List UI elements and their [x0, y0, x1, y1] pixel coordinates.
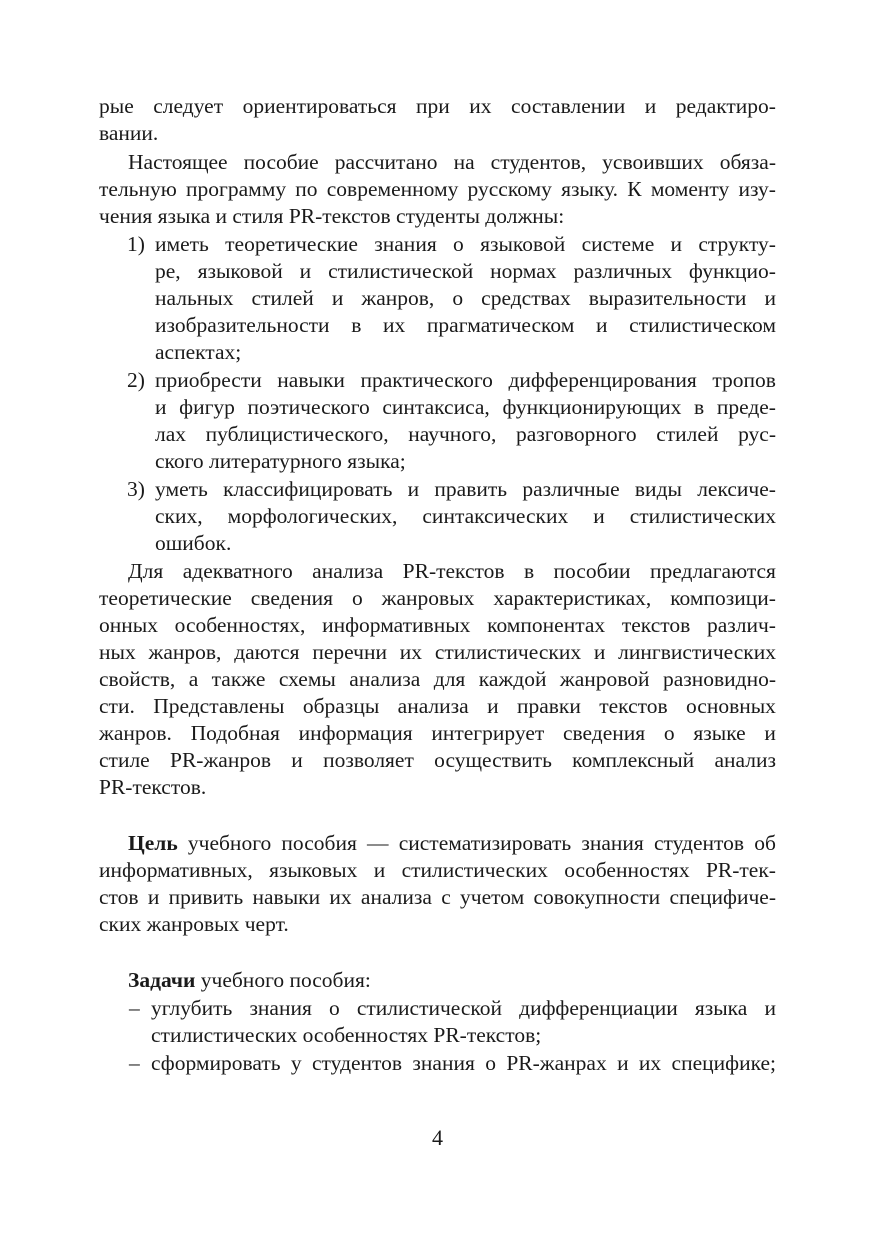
list-number-marker: 3) — [127, 477, 145, 501]
word: морфологических, — [227, 504, 398, 528]
word: о — [329, 996, 340, 1020]
text-line — [0, 911, 875, 938]
word: учетом — [460, 885, 525, 909]
word: о — [351, 586, 363, 610]
word: PR-текстов — [402, 559, 505, 583]
line-content — [128, 967, 371, 994]
word: и — [670, 232, 683, 256]
word: правки — [516, 694, 581, 718]
line-text: стилистических особенностях PR-текстов; — [151, 1023, 542, 1047]
line-content — [128, 558, 776, 585]
word: языка — [694, 996, 748, 1020]
line-content — [99, 585, 776, 612]
word: публицистического, — [205, 422, 389, 446]
word: приобрести — [155, 368, 262, 392]
text-line — [0, 585, 875, 612]
line-content — [155, 530, 231, 557]
list-dash-marker: – — [129, 1051, 140, 1075]
text-line — [0, 203, 875, 230]
line-content — [99, 693, 776, 720]
word: стилистической — [356, 996, 503, 1020]
word: анализа — [360, 885, 432, 909]
word: стилистической — [328, 259, 474, 283]
word: жанров, — [148, 640, 222, 664]
word: PR-жанрах — [506, 1051, 607, 1075]
word: в — [523, 559, 535, 583]
word: даются — [234, 640, 300, 664]
word: особенностях — [564, 858, 690, 882]
line-text: PR-текстов. — [99, 775, 207, 799]
text-line — [0, 258, 875, 285]
word: сти. — [99, 694, 135, 718]
word: рус- — [738, 422, 776, 446]
word: знания — [374, 232, 437, 256]
line-text: ских жанровых черт. — [99, 912, 289, 936]
line-content — [155, 312, 776, 339]
line-content — [155, 231, 776, 258]
word: знания — [249, 996, 312, 1020]
word: ре, — [155, 259, 181, 283]
text-line — [0, 503, 875, 530]
text-line — [0, 476, 875, 503]
word: о — [485, 1051, 496, 1075]
line-content — [99, 774, 206, 801]
word: и — [331, 286, 344, 310]
word: и — [764, 721, 776, 745]
word: студентов — [312, 1051, 403, 1075]
word: поэтического — [247, 395, 370, 419]
word: анализа — [397, 694, 469, 718]
word: различные — [522, 477, 620, 501]
word: их — [638, 1051, 662, 1075]
text-line — [0, 612, 875, 639]
word: свойств, — [99, 667, 176, 691]
word: особенностях, — [174, 613, 306, 637]
word: жанров, — [361, 286, 435, 310]
list-dash-marker: – — [129, 996, 140, 1020]
word: информативных — [322, 613, 471, 637]
word: фигур — [179, 395, 235, 419]
word: по — [295, 177, 318, 201]
word: учебного — [187, 831, 272, 855]
word: сведения — [562, 721, 646, 745]
word: навыки — [277, 368, 345, 392]
word: каждой — [478, 667, 547, 691]
bold-term: Цель — [128, 831, 178, 855]
word: и — [487, 694, 499, 718]
line-content — [99, 666, 776, 693]
word: осуществить — [434, 748, 552, 772]
word: студентов — [653, 831, 745, 855]
word: ориентироваться — [242, 94, 397, 118]
text-line — [0, 149, 875, 176]
word: образцы — [302, 694, 380, 718]
word: системе — [581, 232, 655, 256]
word: составлении — [511, 94, 626, 118]
text-line — [0, 1022, 875, 1049]
word: при — [416, 94, 450, 118]
word: сведения — [250, 586, 333, 610]
text-line — [0, 394, 875, 421]
word: Представлены — [153, 694, 285, 718]
text-line — [0, 120, 875, 147]
text-line — [0, 421, 875, 448]
line-content — [99, 203, 564, 230]
text-line — [0, 530, 875, 557]
word: специфике; — [671, 1051, 776, 1075]
word: жанровых — [381, 586, 475, 610]
word: информация — [298, 721, 413, 745]
word: их — [469, 94, 492, 118]
word: уметь — [155, 477, 208, 501]
line-content — [155, 394, 776, 421]
text-line — [0, 666, 875, 693]
word: о — [452, 286, 464, 310]
word: компонентах — [487, 613, 606, 637]
word: стилистических — [401, 858, 548, 882]
line-content — [99, 639, 776, 666]
line-content — [151, 1050, 776, 1077]
word: PR-тек- — [705, 858, 776, 882]
word: тельную — [99, 177, 177, 201]
word: следует — [153, 94, 224, 118]
word: навыки — [252, 885, 321, 909]
word: анализа — [312, 559, 384, 583]
word: и — [593, 504, 605, 528]
word: разновидно- — [662, 667, 776, 691]
text-line — [0, 747, 875, 774]
word: ских, — [155, 504, 203, 528]
text-line — [0, 558, 875, 585]
word: жанров. — [99, 721, 172, 745]
line-content — [99, 176, 776, 203]
word: выразительности — [588, 286, 747, 310]
word: PR-жанров — [170, 748, 272, 772]
page-number: 4 — [432, 1125, 443, 1150]
word: языковой — [197, 259, 283, 283]
word: углубить — [151, 996, 233, 1020]
word: русскому — [467, 177, 552, 201]
word: характеристиках, — [493, 586, 652, 610]
word: нальных — [155, 286, 234, 310]
word: рассчитано — [334, 150, 438, 174]
list-number-marker: 2) — [127, 368, 145, 392]
line-content — [151, 995, 776, 1022]
line-content — [99, 612, 776, 639]
line-content — [151, 1022, 541, 1049]
word: пособие — [243, 150, 319, 174]
word: К — [627, 177, 642, 201]
line-content — [99, 747, 776, 774]
line-content — [99, 857, 776, 884]
line-text: ошибок. — [155, 531, 232, 555]
word: также — [211, 667, 266, 691]
word: об — [754, 831, 776, 855]
word: функционирующих — [502, 395, 682, 419]
word: теоретические — [225, 232, 358, 256]
word: с — [441, 885, 451, 909]
word: практического — [360, 368, 493, 392]
word: разговорного — [516, 422, 637, 446]
word: различ- — [706, 613, 776, 637]
word: схемы — [278, 667, 336, 691]
word: систематизировать — [398, 831, 572, 855]
word: и — [291, 748, 303, 772]
word: редактиро- — [675, 94, 776, 118]
line-content — [128, 830, 776, 857]
word: онных — [99, 613, 158, 637]
word: и — [407, 477, 420, 501]
line-content — [155, 285, 776, 312]
word: языку. — [561, 177, 619, 201]
text-line — [0, 93, 875, 120]
word: — — [367, 831, 389, 855]
word: лексиче- — [697, 477, 776, 501]
word: композици- — [670, 586, 776, 610]
line-content — [155, 339, 241, 366]
word: жанровой — [559, 667, 650, 691]
word: у — [290, 1051, 302, 1075]
text-line — [0, 720, 875, 747]
word: анализ — [714, 748, 776, 772]
word: их — [329, 885, 352, 909]
word: дифференцирования — [508, 368, 697, 392]
word: Подобная — [190, 721, 280, 745]
text-line — [0, 639, 875, 666]
word: стиле — [99, 748, 150, 772]
word: синтаксиса, — [382, 395, 490, 419]
text-line — [0, 857, 875, 884]
word: стилистическом — [629, 313, 776, 337]
word: прагматическом — [426, 313, 575, 337]
word: анализа — [349, 667, 421, 691]
word: стилей — [251, 286, 314, 310]
word: лингвистических — [618, 640, 776, 664]
line-content — [155, 448, 406, 475]
word: предлагаются — [649, 559, 776, 583]
word: специфиче- — [669, 885, 776, 909]
word: стилистических — [629, 504, 776, 528]
word: привить — [168, 885, 244, 909]
line-text: учебного пособия: — [195, 968, 371, 992]
word: текстов — [599, 694, 668, 718]
line-content — [99, 720, 776, 747]
line-content — [99, 884, 776, 911]
text-line — [0, 448, 875, 475]
word: позволяет — [323, 748, 414, 772]
line-text: чения языка и стиля PR-текстов студенты должны: — [99, 204, 565, 228]
word: Настоящее — [128, 150, 228, 174]
word: и — [155, 395, 167, 419]
word: изу- — [738, 177, 776, 201]
text-line — [0, 176, 875, 203]
word: знания — [581, 831, 644, 855]
word: ных — [99, 640, 136, 664]
line-content — [155, 367, 776, 394]
word: адекватного — [182, 559, 293, 583]
word: научного, — [408, 422, 497, 446]
word: перечни — [312, 640, 387, 664]
word: и — [373, 858, 386, 882]
text-line — [0, 285, 875, 312]
word: на — [453, 150, 475, 174]
text-line — [0, 367, 875, 394]
text-line — [0, 884, 875, 911]
word: синтаксических — [422, 504, 569, 528]
word: пособия — [281, 831, 357, 855]
word: моменту — [650, 177, 730, 201]
word: о — [453, 232, 464, 256]
text-line — [0, 1050, 875, 1077]
word: и — [617, 1051, 629, 1075]
word: языковой — [480, 232, 566, 256]
word: структу- — [698, 232, 776, 256]
word: современному — [326, 177, 459, 201]
word: лах — [155, 422, 187, 446]
word: комплексный — [572, 748, 695, 772]
word: средствах — [481, 286, 571, 310]
word: и — [644, 94, 657, 118]
word: виды — [634, 477, 682, 501]
text-line — [0, 774, 875, 801]
word: дифференциации — [519, 996, 678, 1020]
word: усвоивших — [602, 150, 704, 174]
word: информативных, — [99, 858, 253, 882]
text-line — [0, 693, 875, 720]
word: функцио- — [688, 259, 776, 283]
word: интегрирует — [431, 721, 545, 745]
text-line — [0, 995, 875, 1022]
line-content — [155, 258, 776, 285]
word: пособии — [553, 559, 631, 583]
word: теоретические — [99, 586, 232, 610]
word: обяза- — [719, 150, 776, 174]
bold-term: Задачи — [128, 968, 196, 992]
word: и — [764, 996, 776, 1020]
word: языковых — [269, 858, 358, 882]
line-content — [128, 149, 776, 176]
word: о — [663, 721, 675, 745]
word: и — [595, 313, 608, 337]
line-content — [155, 503, 776, 530]
word: для — [433, 667, 466, 691]
word: и — [593, 640, 606, 664]
text-line — [0, 967, 875, 994]
list-number-marker: 1) — [127, 232, 145, 256]
line-content — [99, 120, 158, 147]
word: сформировать — [151, 1051, 281, 1075]
line-text: вании. — [99, 121, 159, 145]
text-line — [0, 830, 875, 857]
word: иметь — [155, 232, 209, 256]
word: нормах — [490, 259, 557, 283]
word: и — [299, 259, 312, 283]
text-line — [0, 339, 875, 366]
word: а — [188, 667, 199, 691]
word: преде- — [716, 395, 776, 419]
word: стилистических — [434, 640, 582, 664]
line-text: аспектах; — [155, 340, 242, 364]
word: знания — [412, 1051, 475, 1075]
word: программу — [186, 177, 287, 201]
text-line — [0, 312, 875, 339]
word: языке — [693, 721, 746, 745]
line-text: ского литературного языка; — [155, 449, 406, 473]
line-content — [155, 421, 776, 448]
word: тропов — [712, 368, 776, 392]
word: текстов — [621, 613, 691, 637]
word: совокупности — [533, 885, 661, 909]
word: править — [434, 477, 508, 501]
word: классифицировать — [223, 477, 393, 501]
line-content — [99, 93, 776, 120]
word: их — [399, 640, 423, 664]
word: различных — [573, 259, 672, 283]
word: изобразительности — [155, 313, 330, 337]
word: в — [694, 395, 705, 419]
line-content — [155, 476, 776, 503]
word: и — [764, 286, 776, 310]
word: их — [383, 313, 406, 337]
text-line — [0, 231, 875, 258]
line-content — [99, 911, 289, 938]
word: и — [147, 885, 160, 909]
word: стилей — [656, 422, 719, 446]
word: Для — [128, 559, 164, 583]
word: студентов, — [490, 150, 587, 174]
word: основных — [685, 694, 776, 718]
word: стов — [99, 885, 139, 909]
word: в — [351, 313, 362, 337]
word: рые — [99, 94, 134, 118]
